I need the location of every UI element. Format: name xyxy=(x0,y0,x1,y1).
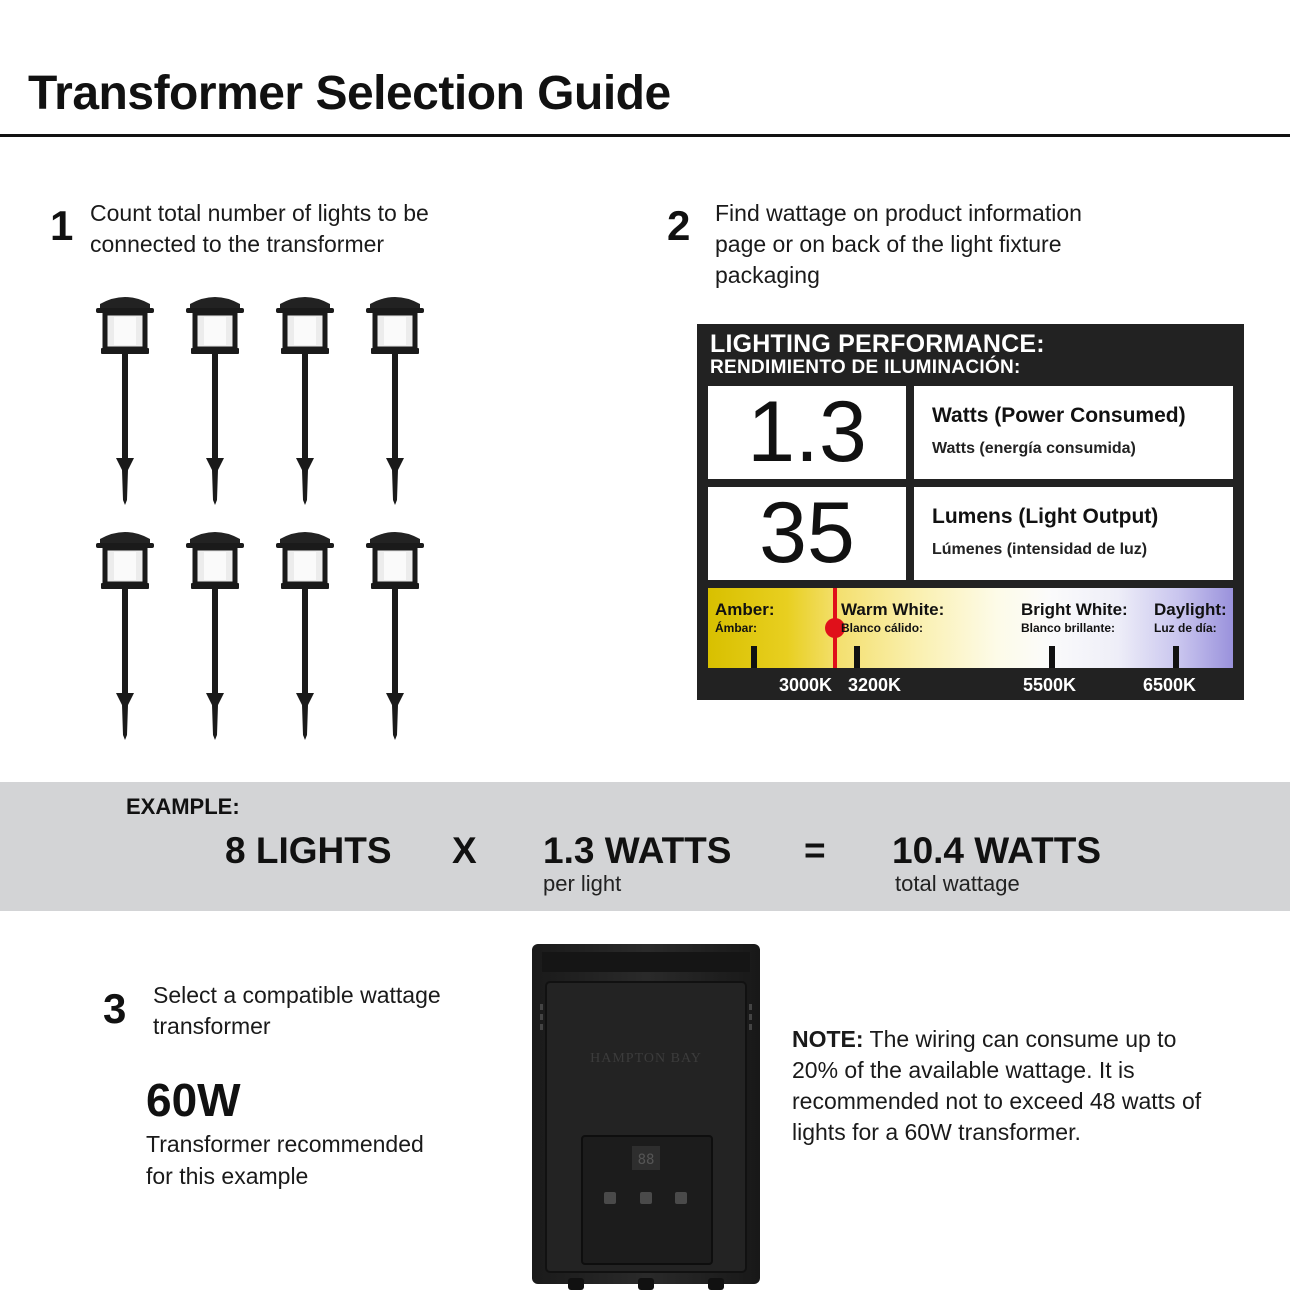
transformer-button xyxy=(640,1192,652,1204)
spectrum-tick xyxy=(751,646,757,668)
step-2-line-1: Find wattage on product information xyxy=(715,200,1082,226)
kelvin-6500: 6500K xyxy=(1143,675,1197,695)
lumens-label-es: Lúmenes (intensidad de luz) xyxy=(932,541,1148,558)
spectrum-label-amber-es: Ámbar: xyxy=(715,621,758,635)
spectrum-label-bright-white xyxy=(1021,600,1128,635)
step-1-line-2: connected to the transformer xyxy=(90,231,385,257)
spectrum-label-daylight-es: Luz de día: xyxy=(1154,621,1217,635)
transformer-button xyxy=(675,1192,687,1204)
watts-row xyxy=(708,386,1233,479)
step-1-text xyxy=(90,198,429,260)
transformer-button xyxy=(604,1192,616,1204)
recommendation-text xyxy=(146,1128,424,1192)
spectrum-label-daylight-en: Daylight: xyxy=(1154,600,1227,619)
wiring-note xyxy=(792,1024,1212,1148)
performance-header-es: RENDIMIENTO DE ILUMINACIÓN: xyxy=(710,357,1021,378)
path-light-icon xyxy=(180,290,250,505)
path-light-icon xyxy=(180,525,250,740)
transformer-brand: HAMPTON BAY xyxy=(590,1051,702,1066)
example-total-sub: total wattage xyxy=(895,871,1020,896)
path-lights-illustration xyxy=(90,290,430,750)
note-text: The wiring can consume up to 20% of the available wattage. It is recommended not to exceed 48 watts of lights for a 60W transformer. xyxy=(792,1026,1202,1145)
example-watts-sub: per light xyxy=(543,871,622,896)
kelvin-5500: 5500K xyxy=(1023,675,1077,695)
watts-label-es: Watts (energía consumida) xyxy=(932,440,1136,457)
spectrum-label-daylight xyxy=(1154,600,1227,635)
kelvin-3200: 3200K xyxy=(848,675,902,695)
recommendation-line-2: for this example xyxy=(146,1163,309,1189)
row-divider xyxy=(906,487,914,580)
example-equals: = xyxy=(804,830,826,871)
step-1-number: 1 xyxy=(50,202,74,249)
note-prefix: NOTE: xyxy=(792,1026,864,1052)
spectrum-label-bright-white-es: Blanco brillante: xyxy=(1021,621,1116,635)
lumens-row xyxy=(708,487,1233,580)
path-light-icon xyxy=(90,290,160,505)
step-3-line-2: transformer xyxy=(153,1013,271,1039)
spectrum-tick xyxy=(1173,646,1179,668)
path-light-icon xyxy=(270,290,340,505)
step-2-line-2: page or on back of the light fixture xyxy=(715,231,1062,257)
step-3-number: 3 xyxy=(103,985,127,1032)
example-times: X xyxy=(452,830,477,871)
recommended-wattage: 60W xyxy=(146,1074,241,1126)
transformer-display: 88 xyxy=(637,1152,655,1168)
kelvin-3000: 3000K xyxy=(779,675,833,695)
title-divider xyxy=(0,134,1290,137)
spectrum-label-amber-en: Amber: xyxy=(715,600,775,619)
example-total: 10.4 WATTS xyxy=(892,830,1102,871)
step-3-line-1: Select a compatible wattage xyxy=(153,982,441,1008)
lumens-label-en: Lumens (Light Output) xyxy=(932,505,1159,528)
spectrum-label-warm-white-en: Warm White: xyxy=(841,600,945,619)
step-1-line-1: Count total number of lights to be xyxy=(90,200,429,226)
step-2-number: 2 xyxy=(667,202,691,249)
spectrum-tick xyxy=(1049,646,1055,668)
watts-value: 1.3 xyxy=(747,384,867,480)
page-title: Transformer Selection Guide xyxy=(28,67,671,120)
spectrum-label-warm-white xyxy=(841,600,944,635)
spectrum-label-amber xyxy=(715,600,775,635)
color-temperature-spectrum xyxy=(708,588,1233,668)
spectrum-tick xyxy=(854,646,860,668)
example-lights: 8 LIGHTS xyxy=(225,830,392,871)
example-watts: 1.3 WATTS xyxy=(543,830,732,871)
path-light-icon xyxy=(360,525,430,740)
path-light-icon xyxy=(90,525,160,740)
lighting-performance-label xyxy=(697,324,1244,700)
example-label: EXAMPLE: xyxy=(126,794,240,819)
step-2-text xyxy=(715,198,1082,291)
transformer-image xyxy=(532,944,760,1294)
recommendation-line-1: Transformer recommended xyxy=(146,1131,424,1157)
watts-label-en: Watts (Power Consumed) xyxy=(932,404,1186,427)
path-light-icon xyxy=(270,525,340,740)
path-light-icon xyxy=(360,290,430,505)
spectrum-label-bright-white-en: Bright White: xyxy=(1021,600,1128,619)
step-3-text xyxy=(153,980,441,1042)
row-divider xyxy=(906,386,914,479)
spectrum-label-warm-white-es: Blanco cálido: xyxy=(841,621,924,635)
lumens-value: 35 xyxy=(759,485,855,581)
step-2-line-3: packaging xyxy=(715,262,820,288)
performance-header-en: LIGHTING PERFORMANCE: xyxy=(710,330,1045,358)
